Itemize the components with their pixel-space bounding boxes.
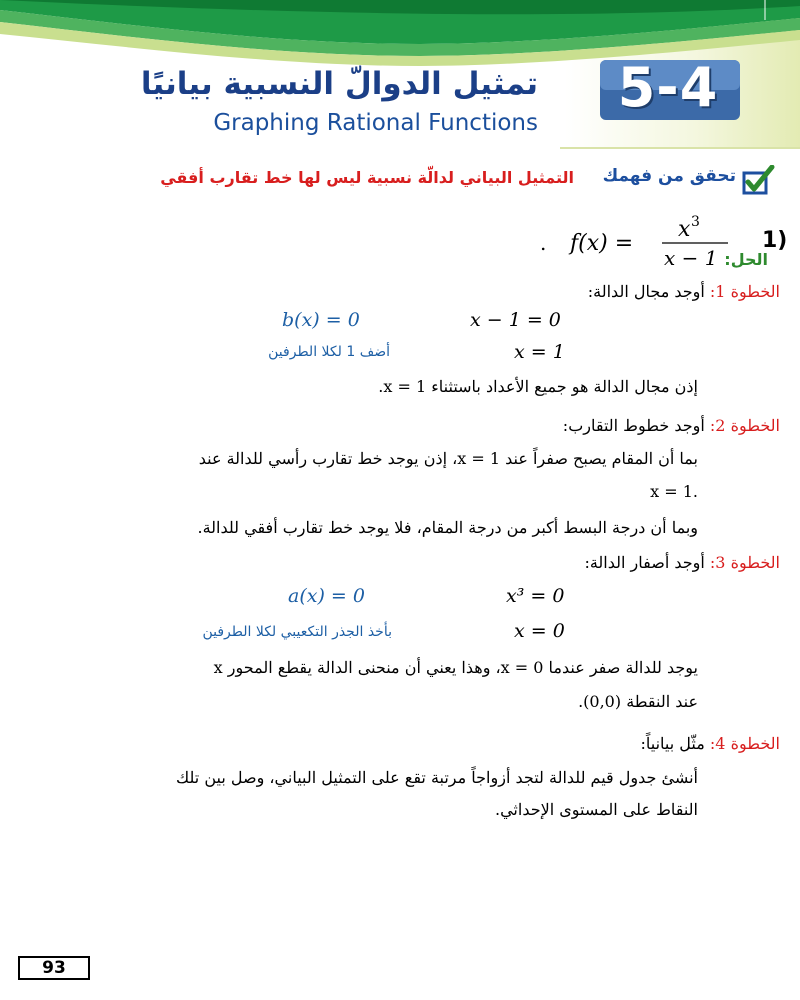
step3-paragraph-line2: عند النقطة (0,0). xyxy=(578,692,698,711)
step3-equation: x³ = 0 xyxy=(506,585,565,607)
function-formula xyxy=(536,210,736,270)
lesson-number: 5-4 xyxy=(617,56,719,119)
page-number: 93 xyxy=(18,956,90,980)
step2-label: الخطوة 2: xyxy=(709,416,780,435)
step1-heading xyxy=(588,282,780,301)
solution-label: الحل: xyxy=(724,250,768,269)
step4-label: الخطوة 4: xyxy=(709,734,780,753)
page-title-english: Graphing Rational Functions xyxy=(213,110,538,136)
step3-text: أوجد أصفار الدالة: xyxy=(584,553,705,572)
step3-note: بأخذ الجذر التكعيبي لكلا الطرفين xyxy=(202,624,392,640)
step4-paragraph-line2: النقاط على المستوى الإحداثي. xyxy=(495,800,698,819)
step1-conclusion: إذن مجال الدالة هو جميع الأعداد باستثناء x = 1. xyxy=(378,377,698,396)
step2-heading xyxy=(563,416,780,435)
step1-note: أضف 1 لكلا الطرفين xyxy=(268,344,390,360)
step1-equation: x − 1 = 0 xyxy=(470,309,561,331)
check-understanding-label: تحقق من فهمك xyxy=(602,166,736,186)
step3-equation-2: x = 0 xyxy=(514,620,565,642)
step3-label: الخطوة 3: xyxy=(709,553,780,572)
step3-heading xyxy=(584,553,780,572)
check-description: التمثيل البياني لدالّة نسبية ليس لها خط تقارب أفقي xyxy=(160,168,574,187)
step1-text: أوجد مجال الدالة: xyxy=(587,282,705,301)
formula-lhs: f(x) = xyxy=(570,231,634,256)
formula-denominator: x − 1 xyxy=(664,246,718,270)
step3-paragraph-line1: يوجد للدالة صفر عندما x = 0، وهذا يعني أن منحنى الدالة يقطع المحور x xyxy=(213,658,698,677)
formula-exponent: 3 xyxy=(691,214,700,230)
page-title-arabic: تمثيل الدوالّ النسبية بيانيًا xyxy=(140,66,538,102)
example-number: 1) xyxy=(762,228,788,253)
formula-period: . xyxy=(540,231,547,255)
step2-paragraph-2: وبما أن درجة البسط أكبر من درجة المقام، فلا يوجد خط تقارب أفقي للدالة. xyxy=(197,518,698,537)
checkmark-icon xyxy=(740,165,776,197)
step4-text: مثّل بيانياً: xyxy=(640,734,705,753)
step1-equation-2: x = 1 xyxy=(514,341,565,363)
step3-equation-note: a(x) = 0 xyxy=(288,585,365,607)
step2-paragraph-line1: بما أن المقام يصبح صفراً عند x = 1، إذن يوجد خط تقارب رأسي للدالة عند xyxy=(198,449,698,468)
step4-paragraph-line1: أنشئ جدول قيم للدالة لتجد أزواجاً مرتبة تقع على التمثيل البياني، وصل بين تلك xyxy=(176,768,698,787)
step1-label: الخطوة 1: xyxy=(709,282,780,301)
step2-text: أوجد خطوط التقارب: xyxy=(562,416,705,435)
step4-heading xyxy=(641,734,781,753)
formula-numerator: x xyxy=(678,217,691,242)
step1-equation-note: b(x) = 0 xyxy=(282,309,360,331)
step2-paragraph-line2: .x = 1 xyxy=(650,482,698,501)
